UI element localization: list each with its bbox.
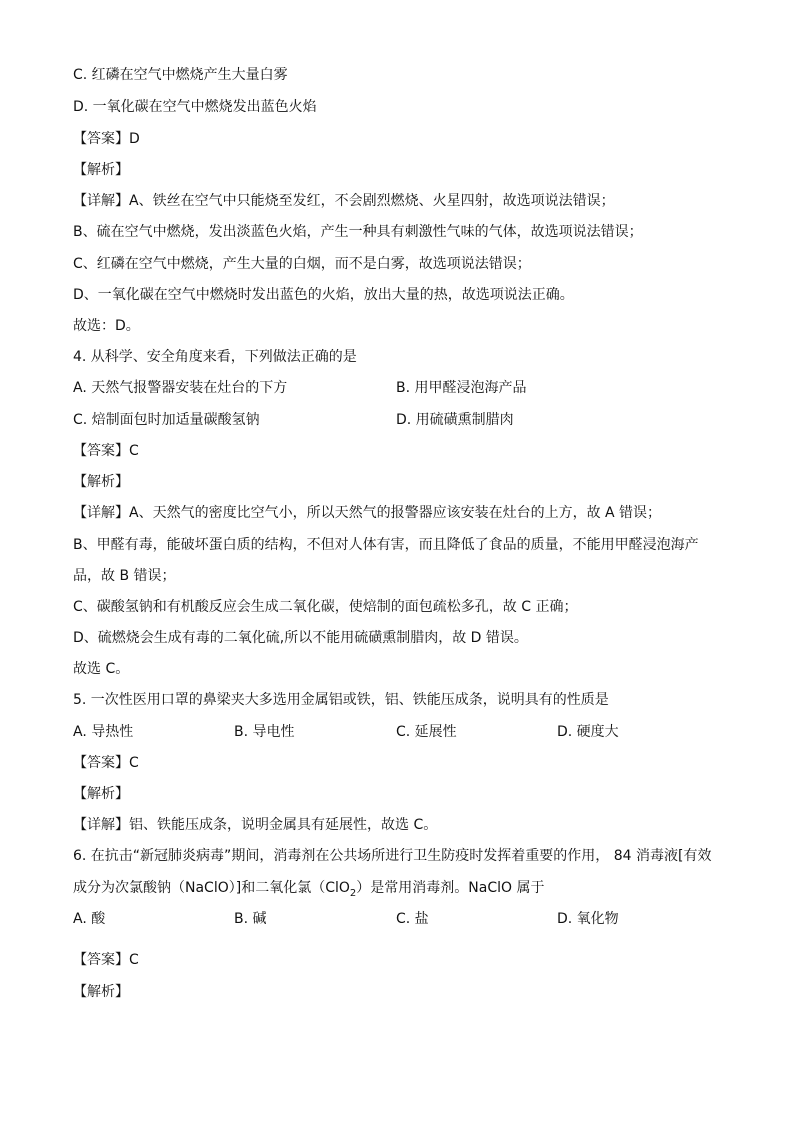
question-stem: 4. 从科学、安全角度来看，下列做法正确的是 [73,349,357,365]
conclusion: 故选 C。 [73,661,130,677]
question-stem: 5. 一次性医用口罩的鼻梁夹大多选用金属铝或铁，铝、铁能压成条，说明具有的性质是 [73,692,609,708]
option-b: B. 用甲醛浸泡海产品 [396,380,527,396]
detail-line: 品，故 B 错误； [73,568,176,584]
option-a: A. 导热性 [73,724,134,740]
answer-label: 【答案】C [73,755,139,771]
detail-line: C、红磷在空气中燃烧，产生大量的白烟，而不是白雾，故选项说法错误； [73,256,531,272]
option-c: C. 焙制面包时加适量碳酸氢钠 [73,412,260,428]
option-c: C. 盐 [396,911,429,927]
question-stem-continued [73,878,544,904]
conclusion: 故选：D。 [73,318,140,334]
stem-text: ）是常用消毒剂。NaClO 属于 [356,880,545,896]
analysis-label: 【解析】 [73,162,129,178]
detail-line: B、硫在空气中燃烧，发出淡蓝色火焰，产生一种具有刺激性气味的气体，故选项说法错误； [73,224,643,240]
option-d: D. 氧化物 [557,911,619,927]
subscript: 2 [349,887,357,899]
detail-line: D、一氧化碳在空气中燃烧时发出蓝色的火焰，放出大量的热，故选项说法正确。 [73,287,574,303]
analysis-label: 【解析】 [73,786,129,802]
option-c: C. 延展性 [396,724,457,740]
detail-line: C、碳酸氢钠和有机酸反应会生成二氧化碳，使焙制的面包疏松多孔，故 C 正确； [73,599,578,615]
detail-line: D、硫燃烧会生成有毒的二氧化硫,所以不能用硫磺熏制腊肉，故 D 错误。 [73,630,528,646]
detail-line: 【详解】A、天然气的密度比空气小，所以天然气的报警器应该安装在灶台的上方，故 A 错误； [73,505,662,521]
stem-text: 成分为次氯酸钠（NaClO）]和二氧化氯（ClO [73,880,350,896]
option-b: B. 导电性 [234,724,295,740]
answer-label: 【答案】C [73,443,139,459]
answer-label: 【答案】C [73,952,139,968]
question-stem: 6. 在抗击“新冠肺炎病毒”期间，消毒剂在公共场所进行卫生防疫时发挥着重要的作用， 84 消毒液[有效 [73,848,712,864]
option-d: D. 一氧化碳在空气中燃烧发出蓝色火焰 [73,99,317,115]
option-d: D. 用硫磺熏制腊肉 [396,412,514,428]
answer-label: 【答案】D [73,131,140,147]
option-b: B. 碱 [234,911,267,927]
option-a: A. 天然气报警器安装在灶台的下方 [73,380,288,396]
option-c: C. 红磷在空气中燃烧产生大量白雾 [73,67,288,83]
analysis-label: 【解析】 [73,474,129,490]
detail-line: 【详解】铝、铁能压成条，说明金属具有延展性，故选 C。 [73,817,438,833]
analysis-label: 【解析】 [73,984,129,1000]
option-d: D. 硬度大 [557,724,619,740]
detail-line: 【详解】A、铁丝在空气中只能烧至发红，不会剧烈燃烧、火星四射，故选项说法错误； [73,193,615,209]
option-a: A. 酸 [73,911,106,927]
detail-line: B、甲醛有毒，能破坏蛋白质的结构，不但对人体有害，而且降低了食品的质量，不能用甲醛浸泡海产 [73,537,699,553]
